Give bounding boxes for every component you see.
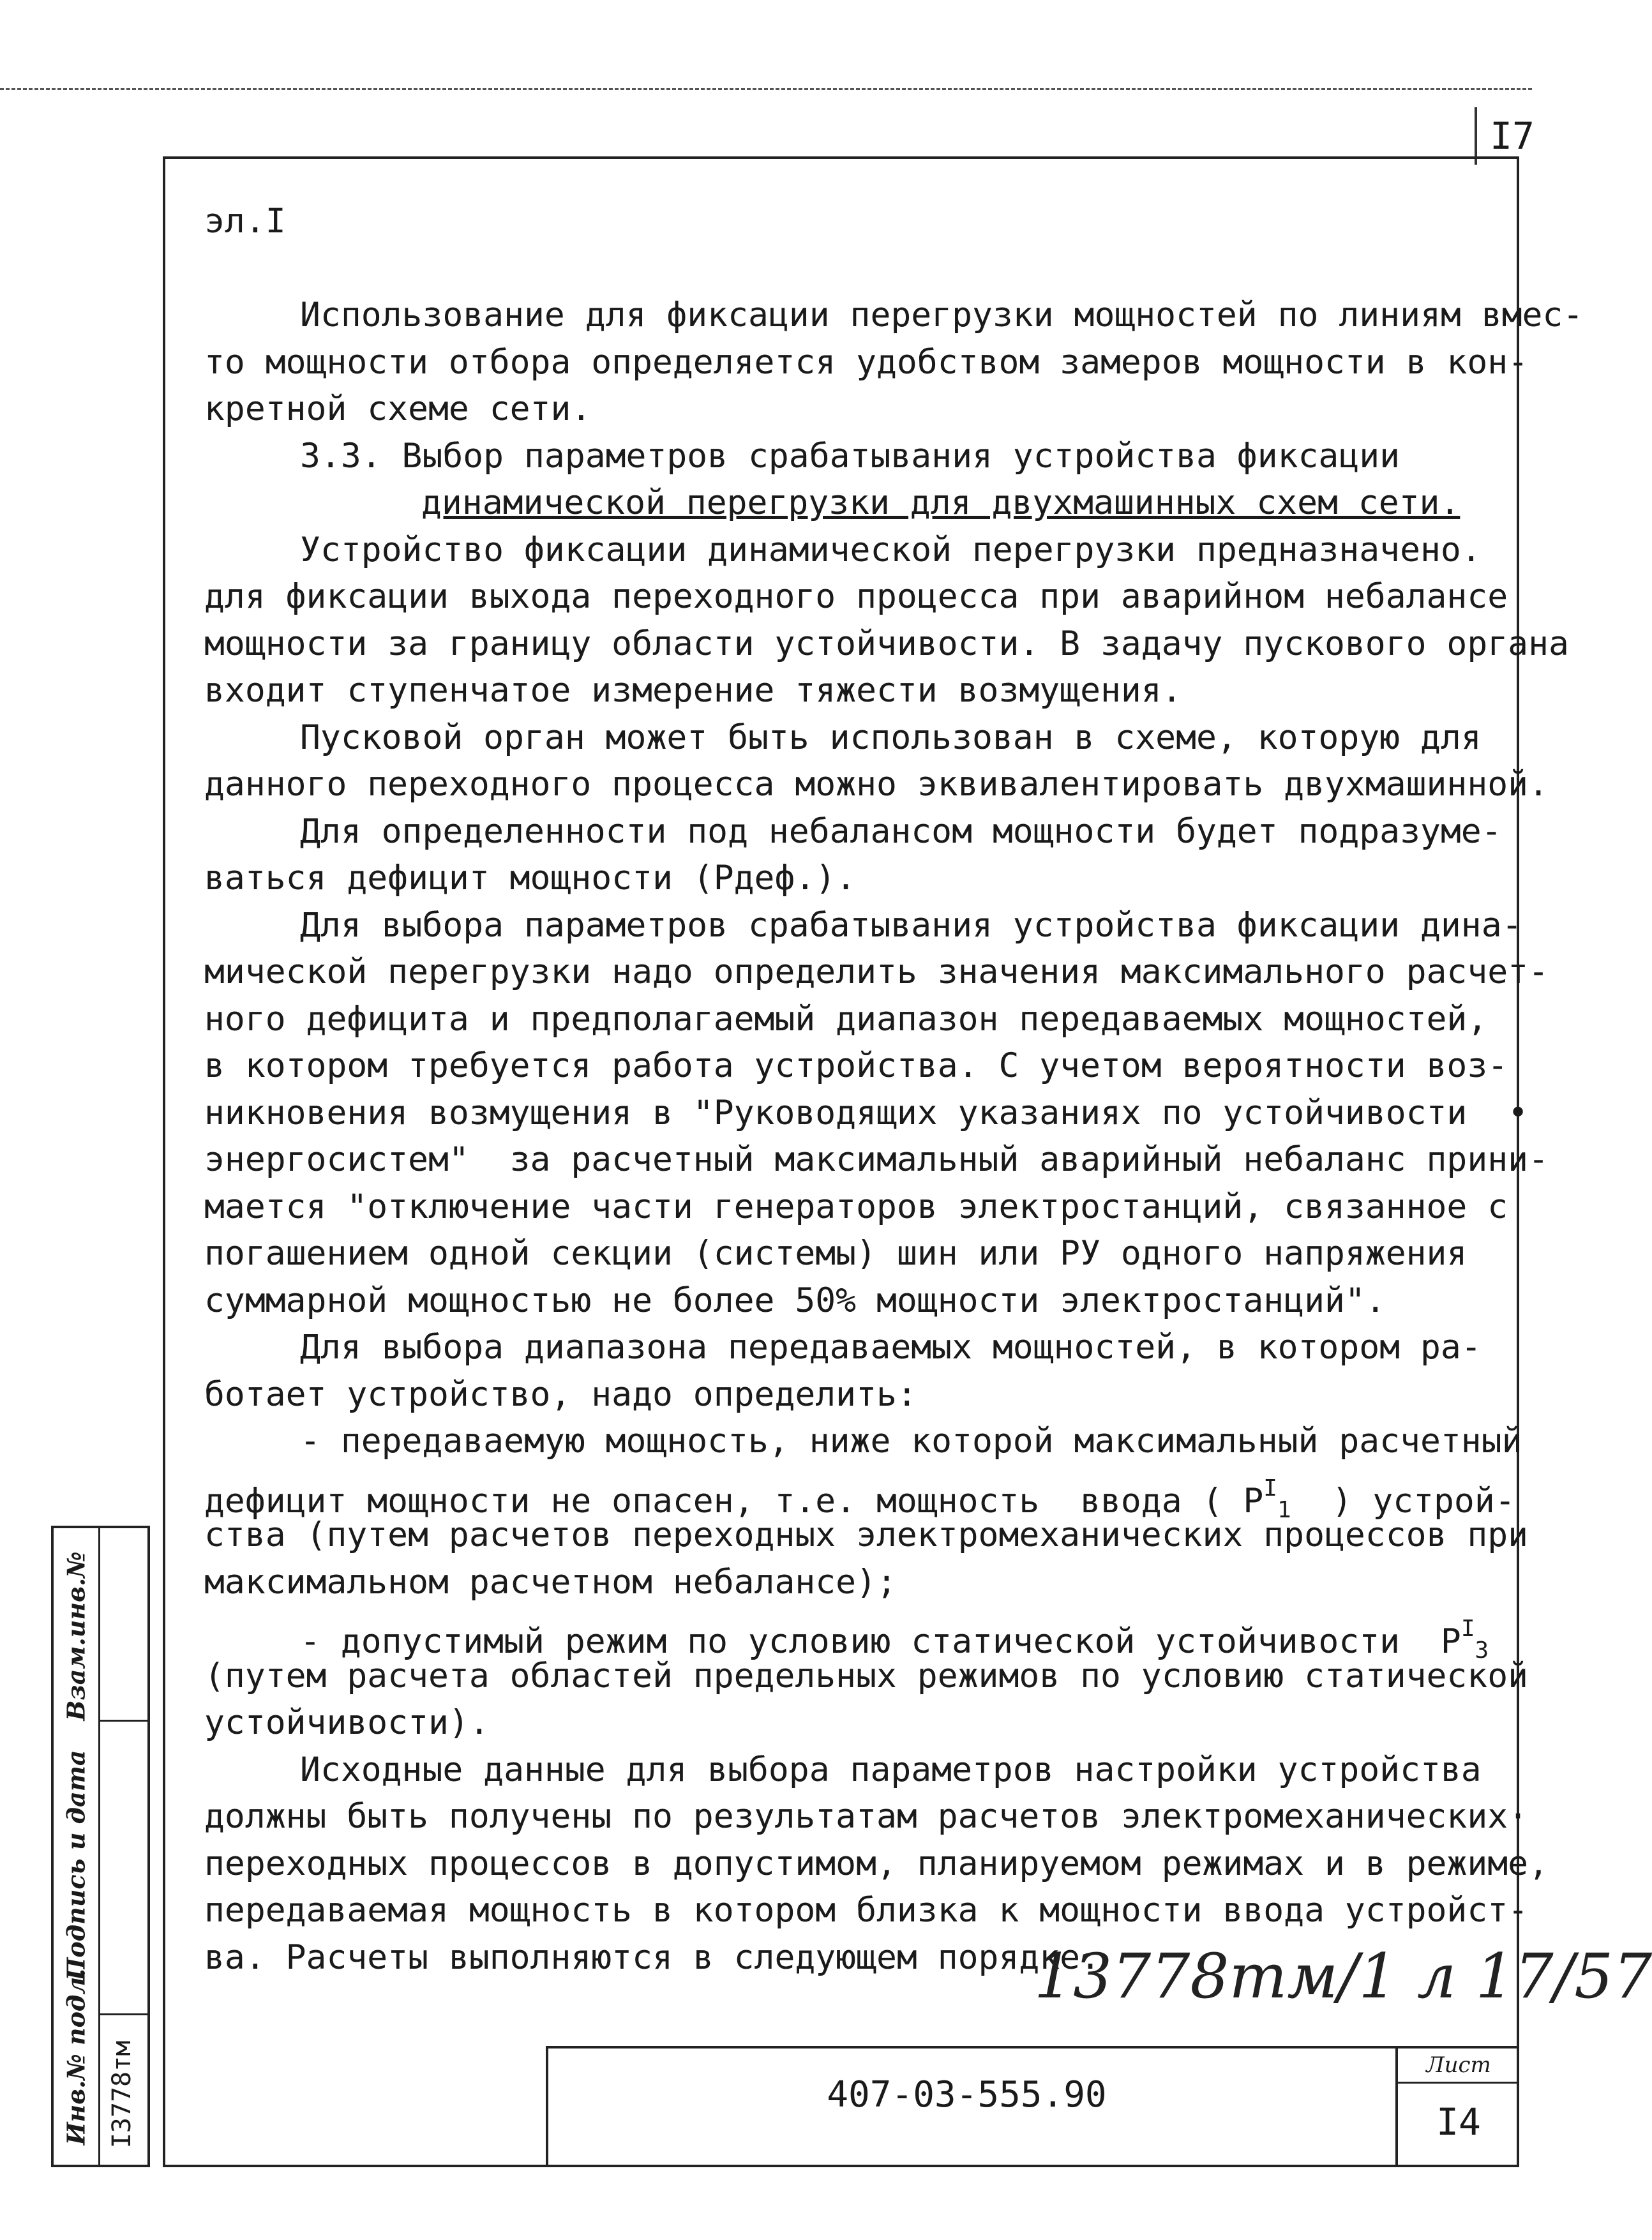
power-symbol: P <box>1440 1622 1461 1661</box>
top-rule <box>0 88 1532 90</box>
text-line <box>204 1136 1549 1184</box>
text-span: никновения возмущения в "Руководящих указаниях по устойчивости • <box>204 1093 1529 1132</box>
text-line <box>204 479 1494 527</box>
text-span: ва. Расчеты выполняются в следующем порядке. <box>204 1937 1100 1977</box>
text-span: Для выбора диапазона передаваемых мощностей, в котором ра- <box>300 1328 1482 1367</box>
sheet-cell <box>1395 2048 1519 2167</box>
sheet-number: I4 <box>1436 2100 1481 2144</box>
text-span: (путем расчета областей предельных режимов по условию статической <box>204 1656 1529 1695</box>
text-span: ) устрой- <box>1291 1481 1515 1521</box>
text-span: ства (путем расчетов переходных электромеханических процессов при <box>204 1515 1529 1554</box>
text-span: устойчивости). <box>204 1703 490 1742</box>
label-inventory-original: Инв.№ подл. <box>61 1968 91 2145</box>
text-line <box>204 1090 1529 1137</box>
text-line <box>204 902 1522 949</box>
text-span: мощности за границу области устойчивости. В задачу пускового органа <box>204 624 1569 663</box>
inventory-number: I3778тм <box>107 2041 137 2149</box>
text-span: кретной схеме сети. <box>204 389 592 428</box>
text-line <box>204 292 1584 339</box>
power-subscript: 3 <box>1475 1637 1489 1664</box>
side-divider <box>100 1720 147 1722</box>
power-superscript: I <box>1263 1475 1277 1501</box>
text-line <box>204 1230 1494 1277</box>
text-span: Для выбора параметров срабатывания устройства фиксации дина- <box>300 905 1522 945</box>
text-span: данного переходного процесса можно эквивалентировать двухмашинной. <box>204 765 1549 804</box>
text-span: динамической перегрузки для двухмашинных схем сети. <box>421 483 1461 522</box>
text-line <box>204 996 1494 1043</box>
text-span: ботает устройство, надо определить: <box>204 1374 917 1414</box>
text-line <box>204 855 1494 902</box>
text-line <box>204 1418 1522 1465</box>
handwritten-stamp: 13778тм/1 л 17/57 <box>1034 1941 1652 2012</box>
text-span: 3.3. Выбор параметров срабатывания устройства фиксации <box>300 436 1400 476</box>
text-line <box>204 1840 1549 1888</box>
text-span: то мощности отбора определяется удобством замеров мощности в кон- <box>204 342 1529 382</box>
side-divider <box>100 2013 147 2015</box>
text-span: для фиксации выхода переходного процесса при аварийном небалансе <box>204 577 1508 616</box>
power-superscript: I <box>1461 1616 1475 1642</box>
text-line <box>204 433 1494 480</box>
text-line <box>204 1512 1529 1559</box>
text-span: передаваемая мощность в котором близка к мощности ввода устройст- <box>204 1891 1529 1930</box>
text-line <box>204 808 1502 855</box>
text-line <box>204 1277 1494 1325</box>
text-span: переходных процессов в допустимом, планируемом режимах и в режиме, <box>204 1844 1549 1883</box>
text-line <box>204 1887 1529 1934</box>
side-strip <box>51 1526 150 2167</box>
text-span: в котором требуется работа устройства. С учетом вероятности воз- <box>204 1046 1508 1085</box>
power-symbol: P <box>1243 1481 1264 1521</box>
text-span: Для определенности под небалансом мощности будет подразуме- <box>300 811 1502 851</box>
text-line <box>204 1605 1494 1664</box>
text-span: ваться дефицит мощности (Рдеф.). <box>204 859 857 898</box>
text-span: Использование для фиксации перегрузки мощностей по линиям вмес- <box>300 296 1584 334</box>
text-span: - передаваемую мощность, ниже которой максимальный расчетный <box>300 1422 1522 1461</box>
text-span: - допустимый режим по условию статической устойчивости <box>300 1622 1441 1661</box>
label-replacement-inventory: Взам.инв.№ <box>61 1551 91 1722</box>
text-line <box>204 1699 1494 1747</box>
text-span: максимальном расчетном небалансе); <box>204 1562 897 1602</box>
text-line <box>204 1653 1529 1700</box>
text-line <box>204 1324 1494 1371</box>
text-line <box>204 339 1529 386</box>
text-line <box>204 1371 1494 1418</box>
text-line <box>204 1793 1529 1840</box>
text-span: мается "отключение части генераторов электростанций, связанное с <box>204 1187 1508 1226</box>
text-line <box>204 573 1508 620</box>
side-value-column <box>100 1528 144 2165</box>
text-span: Исходные данные для выбора параметров настройки устройства <box>300 1750 1482 1789</box>
side-label-column <box>54 1528 100 2165</box>
text-span: ного дефицита и предполагаемый диапазон передаваемых мощностей, <box>204 999 1488 1039</box>
text-span: дефицит мощности не опасен, т.е. мощность ввода ( <box>204 1481 1243 1521</box>
text-line <box>204 1465 1515 1523</box>
text-line <box>204 1559 1494 1606</box>
text-line <box>204 1042 1508 1090</box>
title-block <box>546 2046 1519 2167</box>
text-line <box>204 1747 1494 1794</box>
text-span: Пусковой орган может быть использован в схеме, которую для <box>300 718 1482 757</box>
top-sheet-number: I7 <box>1475 107 1547 165</box>
text-span: входит ступенчатое измерение тяжести возмущения. <box>204 671 1182 710</box>
text-span: эл.I <box>204 202 286 241</box>
text-line <box>204 667 1494 714</box>
text-line <box>204 620 1569 668</box>
text-line <box>204 245 1494 292</box>
text-span: энергосистем" за расчетный максимальный аварийный небаланс прини- <box>204 1140 1549 1179</box>
text-line <box>204 761 1549 808</box>
text-line <box>204 714 1494 762</box>
power-subscript: 1 <box>1277 1496 1291 1523</box>
text-line <box>204 198 1494 245</box>
document-code: 407-03-555.90 <box>827 2074 1107 2116</box>
label-signature-date: Подпись и дата <box>61 1750 91 1981</box>
text-span: погашением одной секции (системы) шин или РУ одного напряжения <box>204 1234 1468 1273</box>
text-line <box>204 1184 1508 1231</box>
text-line <box>204 949 1549 996</box>
text-line <box>204 527 1494 574</box>
text-span: Устройство фиксации динамической перегрузки предназначено. <box>300 530 1482 569</box>
text-span: мической перегрузки надо определить значения максимального расчет- <box>204 952 1549 991</box>
text-span: суммарной мощностью не более 50% мощности электростанций". <box>204 1281 1386 1320</box>
sheet-label: Лист <box>1398 2048 1519 2084</box>
text-span: должны быть получены по результатам расчетов электромеханических· <box>204 1797 1529 1836</box>
text-line <box>204 386 1494 433</box>
